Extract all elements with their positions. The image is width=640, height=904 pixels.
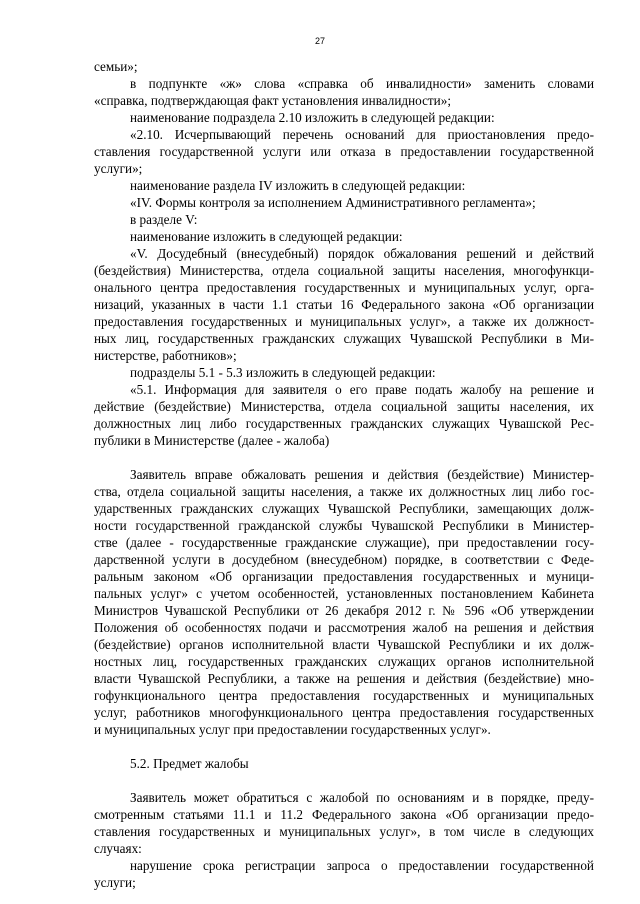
text-line: и муниципальных услуг при предоставлении государственных услуг». [94,722,491,737]
document-body [94,58,594,891]
paragraph [94,755,594,772]
paragraph [94,789,594,857]
paragraph [94,466,594,738]
text-line: случаях: [94,841,142,856]
text-line: наименование раздела IV изложить в следующей редакции: [130,178,466,193]
text-line: наименование подраздела 2.10 изложить в следующей редакции: [130,110,495,125]
text-line: Положения об особенностях подачи и рассмотрения жалоб на решения и действия [94,620,594,635]
text-line: ставления государственной услуги или отказа в предоставлении государственной [94,144,594,159]
text-line: ных лиц, государственных гражданских служащих Чувашской Республики в Ми- [94,331,594,346]
text-line: дарственной услуги в досудебном (внесудебном) порядке, в соответствии с Феде- [94,552,594,567]
text-line: ставления государственных и муниципальных услуг», в том числе в следующих [94,824,594,839]
paragraph [94,381,594,449]
paragraph [94,364,594,381]
text-line: власти Чувашской Республики, а также на решения и действия (бездействие) мно- [94,671,594,686]
paragraph [94,211,594,228]
text-line: «V. Досудебный (внесудебный) порядок обжалования решений и действий [130,246,594,261]
text-line: предоставления государственных и муниципальных услуг», а также их должност- [94,314,594,329]
text-line: стве (далее - государственные гражданские служащие), при предоставлении госу- [94,535,594,550]
text-line: действие (бездействие) Министерства, отдела социальной защиты населения, их [94,399,594,414]
text-line: гофункционального центра предоставления государственных и муниципальных [94,688,594,703]
text-line: смотренным статьями 11.1 и 11.2 Федерального закона «Об организации предо- [94,807,594,822]
page-number: 27 [314,36,325,46]
text-line: услуги»; [94,161,143,176]
text-line: 5.2. Предмет жалобы [130,756,249,771]
text-line: ностных лиц, государственных гражданских служащих органов исполнительной [94,654,594,669]
text-line: в подпункте «ж» слова «справка об инвалидности» заменить словами [130,76,594,91]
text-line: нистерстве, работников»; [94,348,237,363]
text-line: наименование изложить в следующей редакции: [130,229,403,244]
paragraph-spacer [94,449,594,466]
text-line: Заявитель может обратиться с жалобой по основаниям и в порядке, преду- [130,790,594,805]
paragraph [94,75,594,109]
text-line: публики в Министерстве (далее - жалоба) [94,433,330,448]
paragraph [94,126,594,177]
text-line: низаций, указанных в части 1.1 статьи 16 Федерального закона «Об организации [94,297,594,312]
paragraph [94,228,594,245]
text-line: должностных лиц либо государственных гражданских служащих Чувашской Рес- [94,416,594,431]
text-line: подразделы 5.1 - 5.3 изложить в следующей редакции: [130,365,436,380]
paragraph [94,194,594,211]
paragraph [94,109,594,126]
paragraph [94,177,594,194]
text-line: Министров Чувашской Республики от 26 декабря 2012 г. № 596 «Об утверждении [94,603,594,618]
text-line: нарушение срока регистрации запроса о предоставлении государственной [130,858,594,873]
text-line: услуги; [94,875,136,890]
text-line: онального центра предоставления государственных и муниципальных услуг, орга- [94,280,594,295]
paragraph [94,245,594,364]
text-line: «справка, подтверждающая факт установления инвалидности»; [94,93,451,108]
text-line: «2.10. Исчерпывающий перечень оснований для приостановления предо- [130,127,594,142]
text-line: «IV. Формы контроля за исполнением Административного регламента»; [130,195,536,210]
text-line: пальных услуг» с учетом особенностей, установленных постановлением Кабинета [94,586,594,601]
paragraph-spacer [94,772,594,789]
text-line: (бездействие) органов исполнительной власти Чувашской Республики и их долж- [94,637,594,652]
text-line: ства, отдела социальной защиты населения, а также их должностных лиц либо гос- [94,484,594,499]
text-line: ударственных гражданских служащих Чувашской Республики, замещающих долж- [94,501,594,516]
text-line: услуг, работников многофункционального центра предоставления государственных [94,705,594,720]
text-line: Заявитель вправе обжаловать решения и действия (бездействие) Министер- [130,467,594,482]
text-line: в разделе V: [130,212,198,227]
text-line: ральным законом «Об организации предоставления государственных и муници- [94,569,594,584]
text-line: «5.1. Информация для заявителя о его праве подать жалобу на решение и [130,382,594,397]
paragraph [94,58,594,75]
text-line: (бездействия) Министерства, отдела социальной защиты населения, многофункци- [94,263,594,278]
paragraph-spacer [94,738,594,755]
paragraph [94,857,594,891]
text-line: ности государственной гражданской службы Чувашской Республики в Министер- [94,518,594,533]
text-line: семьи»; [94,59,138,74]
